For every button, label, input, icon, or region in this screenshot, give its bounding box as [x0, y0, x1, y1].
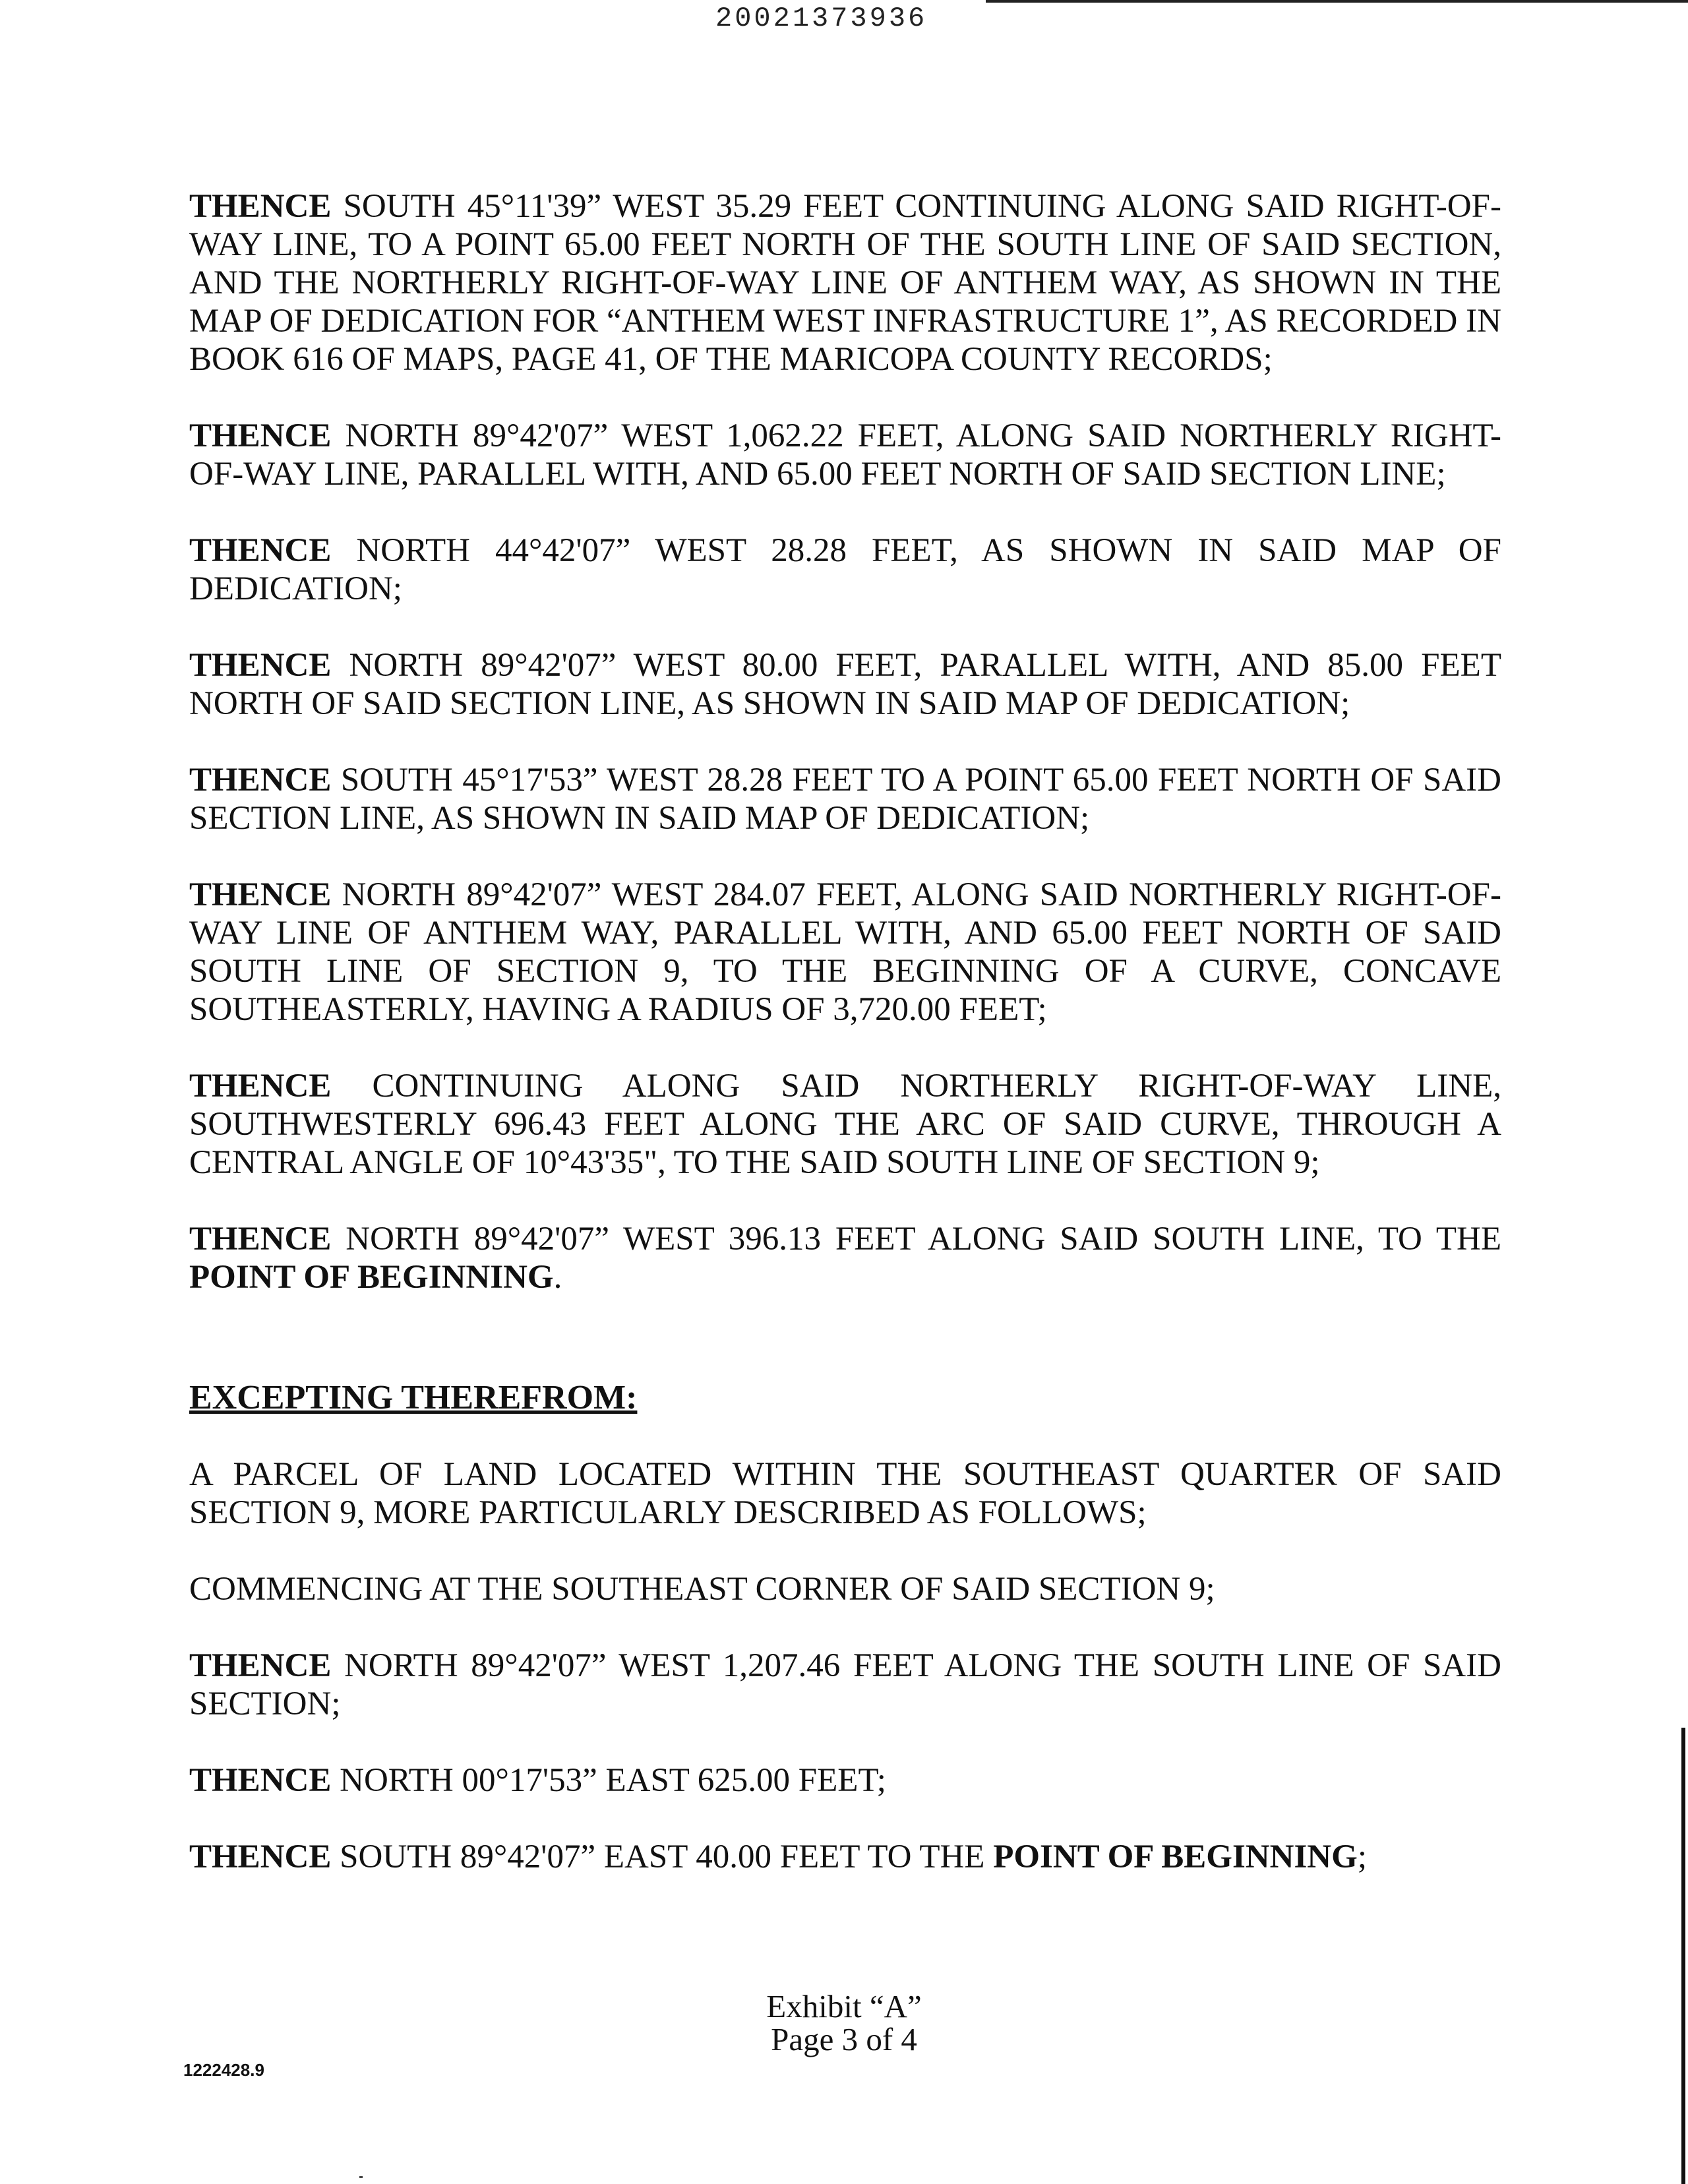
course-text: NORTH 89°42'07” WEST 284.07 FEET, ALONG SAID NORTHERLY RIGHT-OF-WAY LINE OF ANTHEM WAY, PARALLEL WITH, AND 65.00 FEET NORTH OF SAID SOUTH LINE OF SECTION 9, TO THE BEGINNING OF A CURVE, CONCAVE SOUTHEASTERLY, HAVING A RADIUS OF 3,720.00 FEET; [189, 876, 1501, 1028]
thence-keyword: THENCE [189, 647, 332, 684]
course-paragraph [189, 646, 1501, 723]
page-number: Page 3 of 4 [771, 2021, 917, 2057]
exception-paragraph [189, 1838, 1501, 1876]
legal-description-body [189, 187, 1501, 1914]
thence-keyword: THENCE [189, 1068, 332, 1105]
exception-text: NORTH 00°17'53” EAST 625.00 FEET; [331, 1762, 886, 1799]
point-of-beginning: POINT OF BEGINNING [189, 1259, 554, 1296]
exception-paragraph [189, 1761, 1501, 1800]
thence-keyword: THENCE [189, 762, 332, 799]
course-paragraph [189, 417, 1501, 493]
thence-keyword: THENCE [189, 417, 332, 454]
course-text: NORTH 44°42'07” WEST 28.28 FEET, AS SHOWN IN SAID MAP OF DEDICATION; [189, 532, 1501, 607]
thence-keyword: THENCE [189, 1221, 332, 1258]
document-id: 1222428.9 [183, 2060, 264, 2080]
document-number: 20021373936 [715, 3, 928, 34]
right-margin-line [1681, 1728, 1685, 2184]
course-text: NORTH 89°42'07” WEST 80.00 FEET, PARALLEL WITH, AND 85.00 FEET NORTH OF SAID SECTION LINE, AS SHOWN IN SAID MAP OF DEDICATION; [189, 647, 1501, 722]
thence-keyword: THENCE [189, 188, 332, 225]
course-paragraph [189, 1220, 1501, 1296]
course-paragraph [189, 761, 1501, 837]
exception-text: SOUTH 89°42'07” EAST 40.00 FEET TO THE [331, 1838, 994, 1875]
scan-speck [359, 2176, 363, 2178]
course-paragraph [189, 531, 1501, 608]
exception-paragraph [189, 1570, 1501, 1608]
course-text: NORTH 89°42'07” WEST 396.13 FEET ALONG SAID SOUTH LINE, TO THE [331, 1221, 1501, 1258]
course-text: CONTINUING ALONG SAID NORTHERLY RIGHT-OF-WAY LINE, SOUTHWESTERLY 696.43 FEET ALONG THE ARC OF SAID CURVE, THROUGH A CENTRAL ANGLE OF 10°43'35", TO THE SAID SOUTH LINE OF SECTION 9; [189, 1068, 1501, 1181]
exception-paragraph [189, 1647, 1501, 1723]
exception-text: NORTH 89°42'07” WEST 1,207.46 FEET ALONG THE SOUTH LINE OF SAID SECTION; [189, 1647, 1501, 1722]
course-text: SOUTH 45°17'53” WEST 28.28 FEET TO A POINT 65.00 FEET NORTH OF SAID SECTION LINE, AS SHOWN IN SAID MAP OF DEDICATION; [189, 762, 1501, 837]
thence-keyword: THENCE [189, 1762, 332, 1799]
thence-keyword: THENCE [189, 532, 332, 569]
course-paragraph [189, 187, 1501, 379]
thence-keyword: THENCE [189, 876, 332, 913]
exception-text: A PARCEL OF LAND LOCATED WITHIN THE SOUTHEAST QUARTER OF SAID SECTION 9, MORE PARTICULARLY DESCRIBED AS FOLLOWS; [189, 1456, 1501, 1531]
course-text: SOUTH 45°11'39” WEST 35.29 FEET CONTINUING ALONG SAID RIGHT-OF-WAY LINE, TO A POINT 65.00 FEET NORTH OF THE SOUTH LINE OF SAID SECTION, AND THE NORTHERLY RIGHT-OF-WAY LINE OF ANTHEM WAY, AS SHOWN IN THE MAP OF DEDICATION FOR “ANTHEM WEST INFRASTRUCTURE 1”, AS RECORDED IN BOOK 616 OF MAPS, PAGE 41, OF THE MARICOPA COUNTY RECORDS; [189, 188, 1501, 378]
exception-text: COMMENCING AT THE SOUTHEAST CORNER OF SAID SECTION 9; [189, 1571, 1215, 1608]
course-paragraph [189, 876, 1501, 1029]
exhibit-label: Exhibit “A” [766, 1988, 922, 2024]
thence-keyword: THENCE [189, 1838, 332, 1875]
course-end: . [553, 1259, 562, 1296]
top-border-line [986, 0, 1688, 3]
course-text: NORTH 89°42'07” WEST 1,062.22 FEET, ALONG SAID NORTHERLY RIGHT-OF-WAY LINE, PARALLEL WITH, AND 65.00 FEET NORTH OF SAID SECTION LINE; [189, 417, 1501, 493]
page-footer [0, 1990, 1688, 2056]
point-of-beginning: POINT OF BEGINNING [993, 1838, 1358, 1875]
course-paragraph [189, 1067, 1501, 1182]
exception-end: ; [1357, 1838, 1367, 1875]
thence-keyword: THENCE [189, 1647, 332, 1684]
exception-paragraph [189, 1455, 1501, 1532]
excepting-heading: EXCEPTING THEREFROM: [189, 1379, 638, 1416]
